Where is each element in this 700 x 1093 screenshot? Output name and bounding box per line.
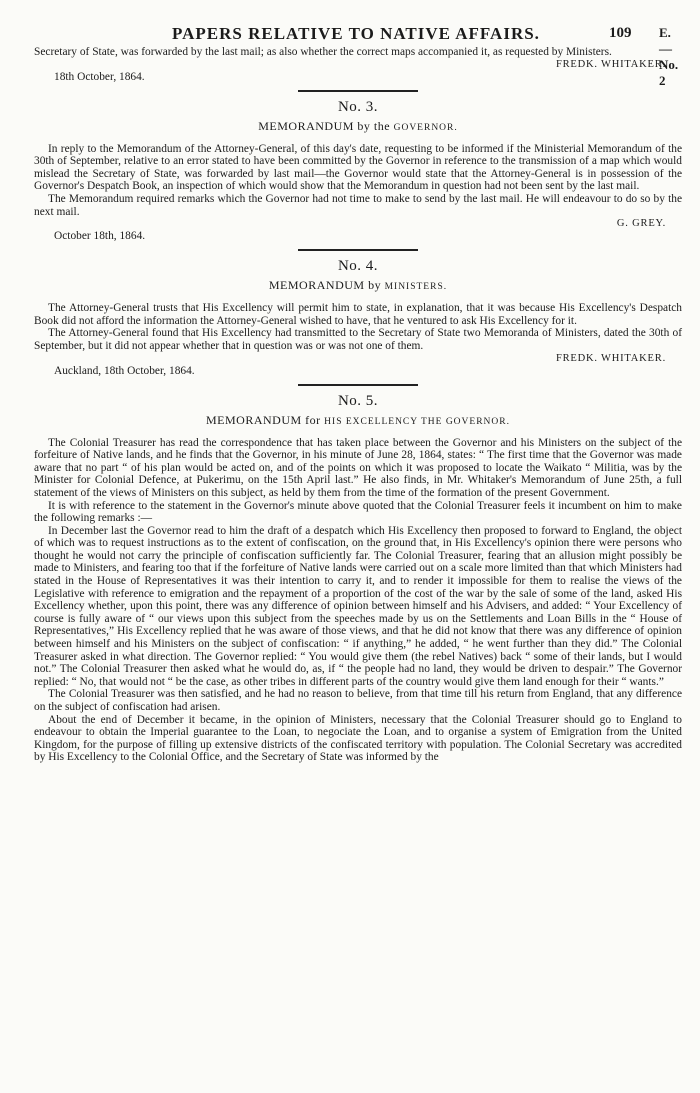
running-title: PAPERS RELATIVE TO NATIVE AFFAIRS. — [172, 24, 540, 43]
memorandum-no-3 — [34, 98, 682, 244]
memo-date: Auckland, 18th October, 1864. — [54, 364, 195, 377]
paragraph: About the end of December it became, in the opinion of Ministers, necessary that the Colonial Treasurer should go to England to endeavour to obtain the Imperial guarantee to the Loan, to negociate the Loan, and to organise a system of Emigration from the United Kingdom, for the purpose of filling up extensive districts of the confiscated territory with population. The Colonial Secretary was accredited by His Excellency to the Colonial Office, and the Secretary of State was informed by the — [34, 713, 682, 764]
section-number: No. 3. — [337, 98, 379, 115]
section-number: No. 4. — [337, 258, 379, 275]
continued-memorandum — [34, 46, 682, 84]
paragraph: The Colonial Treasurer has read the correspondence that has taken place between the Governor and his Ministers on the subject of the forfeiture of Native lands, and he finds that the Governor, in his minute of June 28, 1864, states: “ The first time that the Governor was made aware that no part “ of his plan would be acted on, and of the points on which it was proposed to locate the Waikato “ Militia, was by the Minister for Colonial Defence, at Pukerimu, on the 15th April last.” He also finds, in Mr. Whitaker's Memorandum of June 25th, a full statement of the views of Ministers on this subject, as held by them from the time of the formation of the present Government. — [34, 436, 682, 499]
memo-heading: MEMORANDUM by the GOVERNOR. — [258, 118, 458, 133]
memorandum-no-5 — [34, 392, 682, 764]
memo-heading: MEMORANDUM for HIS EXCELLENCY THE GOVERNOR. — [206, 412, 510, 427]
section-divider — [298, 384, 418, 386]
paragraph: The Memorandum required remarks which the Governor had not time to make to send by the last mail. He will endeavour to do so by the next mail. — [34, 192, 682, 218]
memorandum-no-4 — [34, 257, 682, 377]
document-page — [0, 24, 700, 1093]
paragraph: The Colonial Treasurer was then satisfied, and he had no reason to believe, from that time till his return from England, that any difference on the subject of confiscation had arisen. — [34, 688, 682, 713]
memo-heading: MEMORANDUM by MINISTERS. — [268, 278, 448, 293]
page-number: 109 — [609, 25, 632, 41]
paragraph: In December last the Governor read to him the draft of a despatch which His Excellency then proposed to forward to England, the object of which was to request instructions as to the extent of confiscation, on the ground that, in His Excellency's opinion there were persons who thought he would not carry the principle of confiscation sufficiently far. The Colonial Treasurer, fearing that an allusion might possibly be made to Ministers, and fearing too that if the forfeiture of Native lands were carried out on a scale more limited than that which Ministers had stated in the House of Representatives it was their intention to carry it, and to render it impossible for them to realise the views of the Legislative with reference to emigration and the repayment of a proportion of the cost of the war by the sale of some of the land, asked His Excellency whether, upon this point, there was any difference of opinion between himself and his Advisers, and added: “ Your Excellency of course is fully aware of “ our views upon this subject from the speeches made by us on the Settlements and Loan Bills in the “ House of Representatives,” His Excellency replied that he was aware of those views, and that he did not know that there was any difference of opinion between himself and his Ministers on the subject of confiscation: “ if anything,” he added, “ he went further than they did.” The Colonial Treasurer asked in what direction. The Governor replied: “ You would give them (the rebel Natives) back “ some of their lands, but I would not.” The Colonial Treasurer then asked what he would do, as, if “ the people had no land, they would be driven to despair.” The Governor replied: “ No, that would not “ be the case, as other tribes in different parts of the country would give them land enough for their “ wants.” — [34, 524, 682, 688]
continued-paragraph: Secretary of State, was forwarded by the last mail; as also whether the correct maps accompanied it, as requested by Ministers. — [34, 46, 612, 58]
paper-reference: E.—No. 2 — [659, 25, 679, 88]
section-divider — [298, 249, 418, 251]
memo-date: 18th October, 1864. — [54, 70, 145, 83]
section-divider — [298, 90, 418, 92]
paragraph: It is with reference to the statement in the Governor's minute above quoted that the Colonial Treasurer feels it incumbent on him to make the following remarks :— — [34, 499, 682, 525]
signature-whitaker: FREDK. WHITAKER. — [555, 58, 666, 70]
signature-whitaker: FREDK. WHITAKER. — [555, 352, 666, 364]
section-number: No. 5. — [337, 392, 379, 409]
signature-grey: G. GREY. — [616, 218, 666, 230]
paragraph: In reply to the Memorandum of the Attorney-General, of this day's date, requesting to be informed if the Ministerial Memorandum of the 30th of September, relative to an error stated to have been committed by the Governor in reference to the transmission of a map which would mislead the Secretary of State, was forwarded by last mail—the Governor would state that the Attorney-General is in possession of the Governor's Despatch Book, an inspection of which would show that the Memorandum in question had not been sent by the last mail. — [34, 142, 682, 193]
memo-date: October 18th, 1864. — [54, 230, 146, 243]
paragraph: The Attorney-General found that His Excellency had transmitted to the Secretary of State two Memoranda of Ministers, dated the 30th of September, but it did not appear whether that in question was or was not one of them. — [34, 327, 682, 352]
paragraph: The Attorney-General trusts that His Excellency will permit him to state, in explanation, that it was because His Excellency's Despatch Book did not afford the information the Attorney-General wished to have, that he ventured to ask His Excellency for it. — [34, 302, 682, 327]
